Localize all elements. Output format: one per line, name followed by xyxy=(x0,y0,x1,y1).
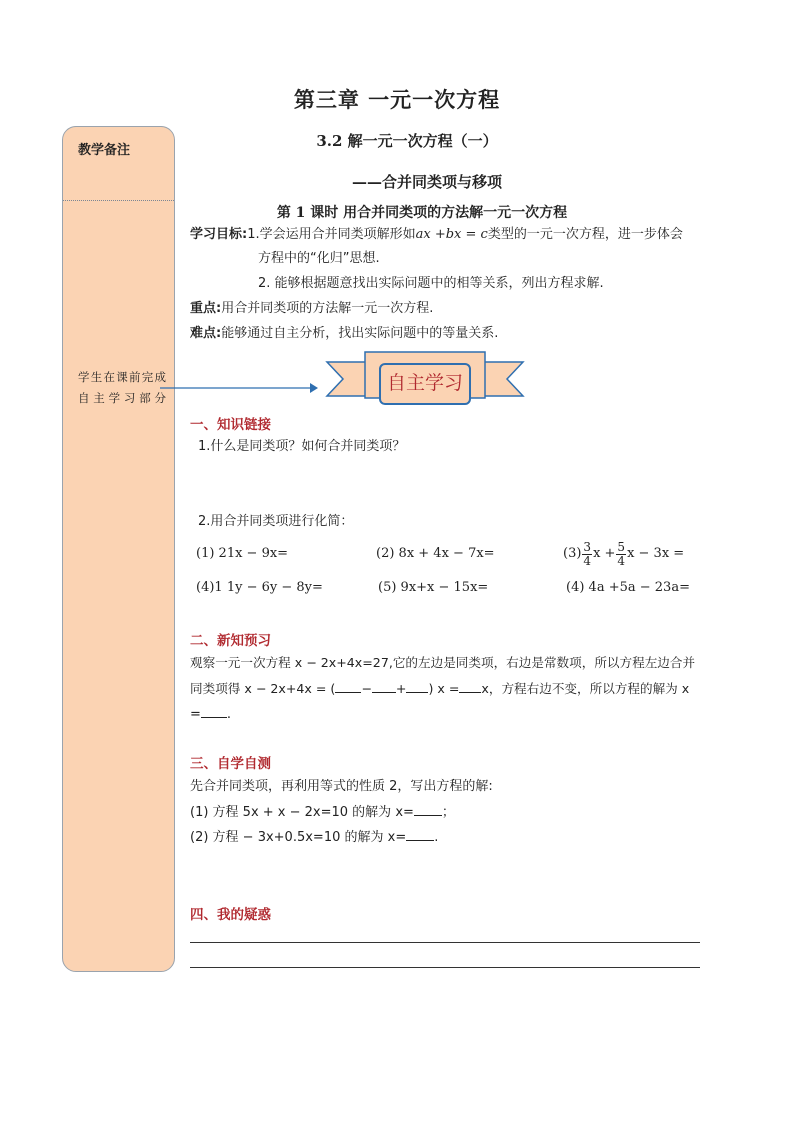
objective-label: 学习目标: xyxy=(190,227,248,242)
expr-1: (1) 21x − 9x= xyxy=(196,546,289,561)
lesson-title: 第 1 课时 用合并同类项的方法解一元一次方程 xyxy=(276,205,568,221)
expr-4: (4)1 1y − 6y − 8y= xyxy=(196,580,323,595)
blank-input[interactable] xyxy=(201,704,227,718)
section2-heading: 二、新知预习 xyxy=(190,633,271,649)
fraction-five-quarters: $\frac{5}{4}$ xyxy=(617,539,626,568)
key-point: 重点:用合并同类项的方法解一元一次方程. xyxy=(190,301,434,316)
fraction-three-quarters: $\frac{3}{4}$ xyxy=(583,539,592,568)
section2-line1: 观察一元一次方程 x − 2x+4x=27,它的左边是同类项，右边是常数项，所以方程左边合并 xyxy=(190,655,696,670)
formula-ax-bx-c: ax +bx = c xyxy=(415,227,488,242)
section3-intro: 先合并同类项，再利用等式的性质 2，写出方程的解: xyxy=(190,779,493,794)
sidebar-note: 学生在课前完成自主学习部分 xyxy=(78,370,166,405)
section-subtitle: ——合并同类项与移项 xyxy=(351,173,502,191)
teaching-notes-sidebar xyxy=(62,126,175,972)
objective-1: 学习目标:1.学会运用合并同类项解形如ax +bx = c类型的一元一次方程，进一步体会 xyxy=(190,227,683,242)
answer-line[interactable] xyxy=(190,967,700,968)
expr-2: (2) 8x + 4x − 7x= xyxy=(376,546,495,561)
sidebar-divider xyxy=(63,200,174,201)
difficulty-point: 难点:能够通过自主分析，找出实际问题中的等量关系. xyxy=(190,326,499,341)
answer-line[interactable] xyxy=(190,942,700,943)
sidebar-title: 教学备注 xyxy=(78,143,131,158)
section1-heading: 一、知识链接 xyxy=(190,417,271,433)
section4-heading: 四、我的疑惑 xyxy=(190,907,271,923)
chapter-title: 第三章 一元一次方程 xyxy=(293,87,501,112)
section-title: 3.2 解一元一次方程（一） xyxy=(316,132,498,150)
expr-6: (4) 4a +5a − 23a= xyxy=(566,580,690,595)
blank-input[interactable] xyxy=(414,802,442,816)
blank-input[interactable] xyxy=(406,827,434,841)
expr-5: (5) 9x+x − 15x= xyxy=(378,580,489,595)
section2-line2: 同类项得 x − 2x+4x = ( − + ) x = x，方程右边不变，所以方程的解为 x xyxy=(190,681,690,696)
arrow-right-icon xyxy=(160,380,320,396)
blank-input[interactable] xyxy=(406,679,428,693)
section2-line3: = . xyxy=(190,704,231,725)
expr-3: (3) $\frac{3}{4}$ x + $\frac{5}{4}$ x − 3x = xyxy=(563,539,685,568)
section1-q1: 1.什么是同类项？如何合并同类项？ xyxy=(198,439,406,454)
objective-2: 2. 能够根据题意找出实际问题中的相等关系，列出方程求解. xyxy=(258,276,604,291)
section3-heading: 三、自学自测 xyxy=(190,756,271,772)
blank-input[interactable] xyxy=(372,679,396,693)
banner-label: 自主学习 xyxy=(386,372,463,394)
blank-input[interactable] xyxy=(335,679,361,693)
section3-q1: (1) 方程 5x + x − 2x=10 的解为 x= ； xyxy=(190,802,455,823)
section1-q2: 2.用合并同类项进行化简： xyxy=(198,514,354,529)
section3-q2: (2) 方程 − 3x+0.5x=10 的解为 x= . xyxy=(190,827,438,848)
objective-1-cont: 方程中的“化归”思想. xyxy=(258,251,380,266)
blank-input[interactable] xyxy=(459,679,481,693)
